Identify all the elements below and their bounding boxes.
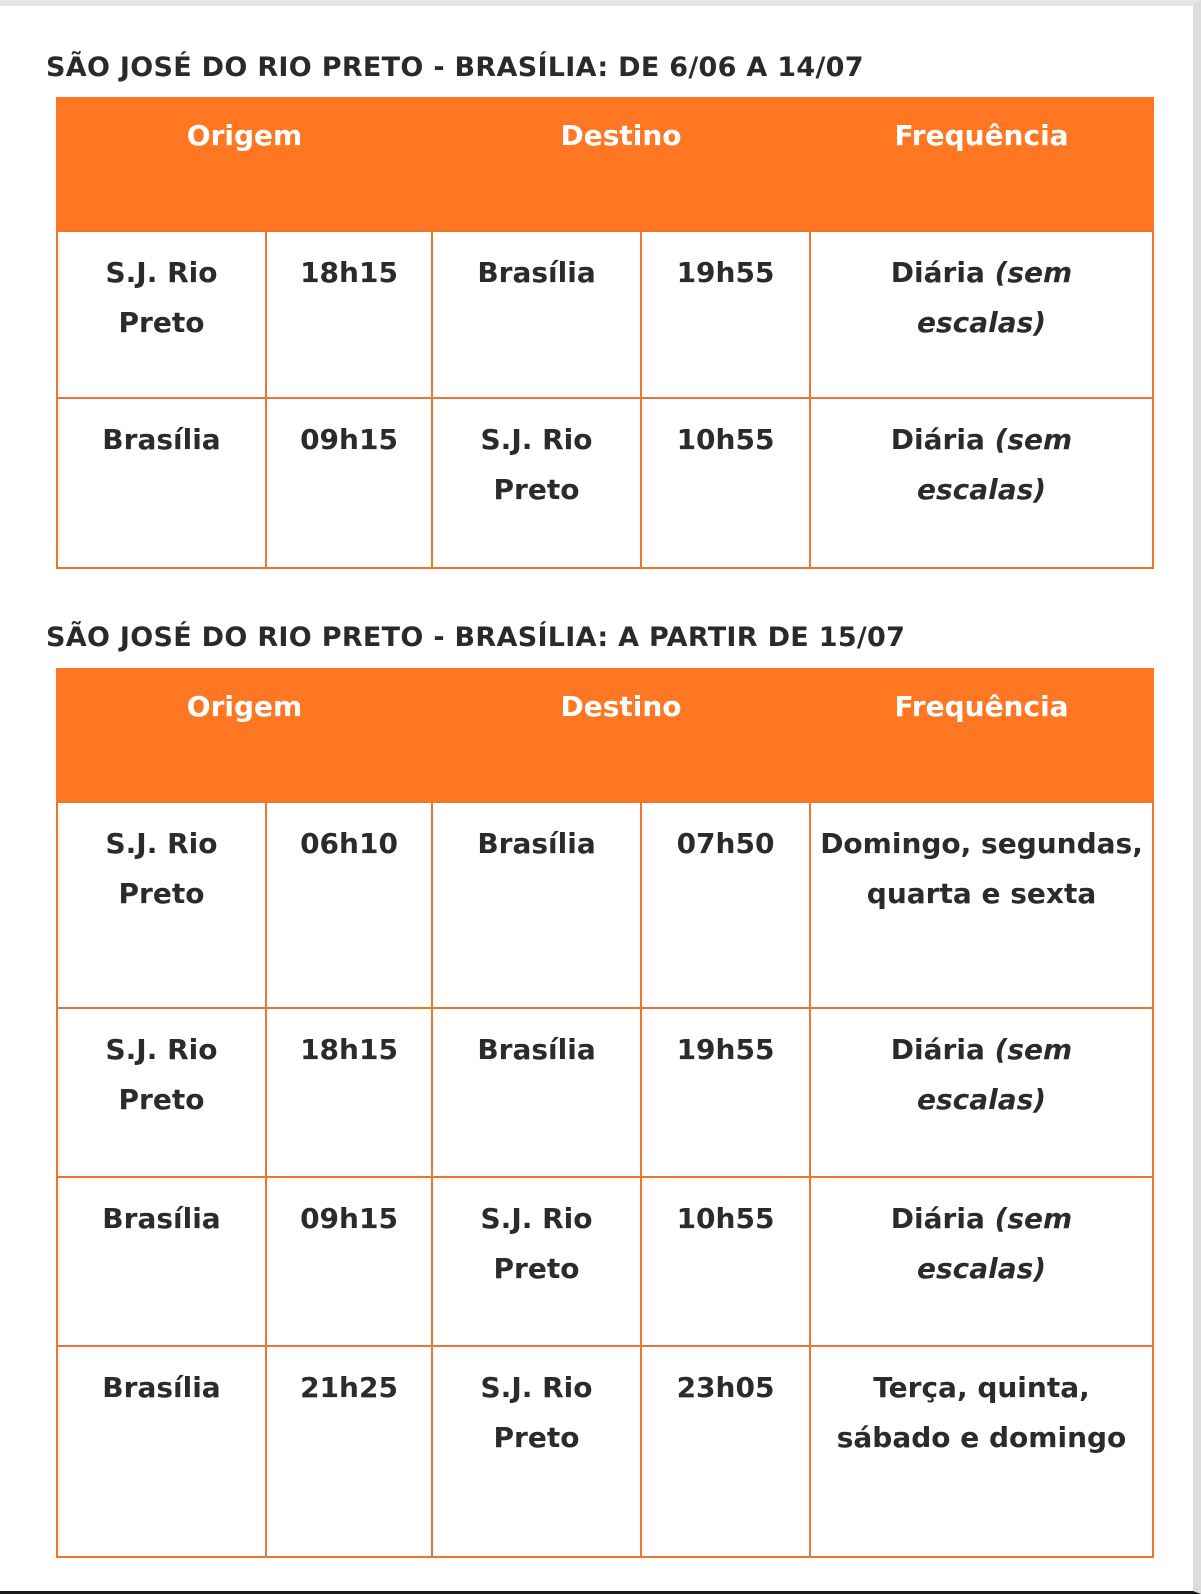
- header-destination: Destino: [432, 668, 810, 802]
- destination-cell: Brasília: [432, 1008, 641, 1177]
- destination-cell: S.J. Rio Preto: [432, 398, 641, 568]
- table-row: [57, 398, 1153, 568]
- frequency-text: Diária: [890, 1202, 985, 1235]
- table-row: [57, 231, 1153, 398]
- header-origin: Origem: [57, 668, 432, 802]
- table-row: [57, 1177, 1153, 1346]
- destination-cell: Brasília: [432, 231, 641, 398]
- departure-cell: 06h10: [266, 802, 432, 1008]
- departure-cell: 09h15: [266, 1177, 432, 1346]
- arrival-cell: 19h55: [641, 231, 810, 398]
- header-frequency: Frequência: [810, 668, 1153, 802]
- arrival-cell: 10h55: [641, 398, 810, 568]
- table1-title: SÃO JOSÉ DO RIO PRETO - BRASÍLIA: DE 6/06 A 14/07: [46, 52, 864, 83]
- frequency-cell: [810, 1346, 1153, 1557]
- frequency-note: (sem escalas): [916, 423, 1073, 506]
- origin-cell: Brasília: [57, 1177, 266, 1346]
- departure-cell: 09h15: [266, 398, 432, 568]
- departure-cell: 18h15: [266, 1008, 432, 1177]
- frequency-cell: [810, 398, 1153, 568]
- arrival-cell: 23h05: [641, 1346, 810, 1557]
- header-row: [57, 97, 1153, 231]
- frequency-note: (sem escalas): [916, 1033, 1073, 1116]
- frequency-text: Diária: [890, 256, 985, 289]
- frequency-cell: [810, 1008, 1153, 1177]
- table-row: [57, 802, 1153, 1008]
- schedule-table-2: [56, 668, 1154, 1558]
- destination-cell: S.J. Rio Preto: [432, 1177, 641, 1346]
- frequency-cell: [810, 1177, 1153, 1346]
- arrival-cell: 07h50: [641, 802, 810, 1008]
- destination-cell: S.J. Rio Preto: [432, 1346, 641, 1557]
- frequency-text: Domingo, segundas, quarta e sexta: [820, 827, 1143, 910]
- table2-title: SÃO JOSÉ DO RIO PRETO - BRASÍLIA: A PARTIR DE 15/07: [46, 622, 906, 653]
- departure-cell: 18h15: [266, 231, 432, 398]
- origin-cell: Brasília: [57, 398, 266, 568]
- origin-cell: S.J. Rio Preto: [57, 802, 266, 1008]
- departure-cell: 21h25: [266, 1346, 432, 1557]
- origin-cell: S.J. Rio Preto: [57, 1008, 266, 1177]
- arrival-cell: 10h55: [641, 1177, 810, 1346]
- table-row: [57, 1008, 1153, 1177]
- frequency-text: Diária: [890, 1033, 985, 1066]
- schedule-table-1: [56, 97, 1154, 569]
- header-destination: Destino: [432, 97, 810, 231]
- origin-cell: S.J. Rio Preto: [57, 231, 266, 398]
- header-row: [57, 668, 1153, 802]
- frequency-text: Diária: [890, 423, 985, 456]
- destination-cell: Brasília: [432, 802, 641, 1008]
- frequency-note: (sem escalas): [916, 256, 1073, 339]
- arrival-cell: 19h55: [641, 1008, 810, 1177]
- frequency-note: (sem escalas): [916, 1202, 1073, 1285]
- origin-cell: Brasília: [57, 1346, 266, 1557]
- header-frequency: Frequência: [810, 97, 1153, 231]
- header-origin: Origem: [57, 97, 432, 231]
- frequency-cell: [810, 231, 1153, 398]
- frequency-text: Terça, quinta, sábado e domingo: [836, 1371, 1127, 1454]
- frequency-cell: [810, 802, 1153, 1008]
- table-row: [57, 1346, 1153, 1557]
